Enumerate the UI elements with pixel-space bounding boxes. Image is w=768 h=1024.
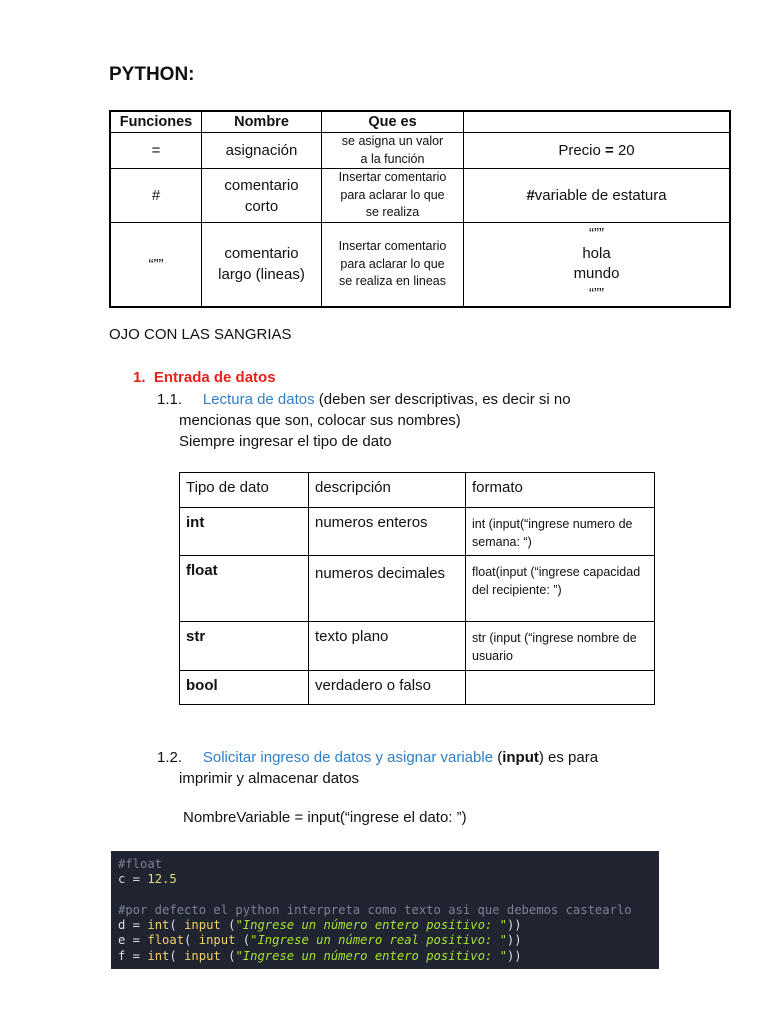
section-title: Entrada de datos — [153, 369, 276, 386]
table-row — [180, 556, 655, 622]
quees-line: se realiza — [365, 205, 420, 220]
nombre-text: largo (lineas) — [218, 266, 305, 284]
func-cell: # — [110, 169, 202, 223]
section-heading — [133, 369, 276, 386]
code-text: ( — [184, 933, 199, 948]
code-string: "Ingrese un número entero positivo: " — [235, 918, 507, 933]
table-header-row — [110, 111, 730, 133]
table-row — [110, 223, 730, 307]
ejemplo-cell — [464, 223, 731, 307]
header-que-es: Que es — [322, 111, 464, 133]
ejemplo-cell — [464, 133, 731, 169]
code-comment: #float — [118, 857, 163, 871]
page-title: PYTHON: — [109, 64, 195, 85]
quees-cell — [322, 169, 464, 223]
ejemplo-line: hola — [582, 245, 611, 263]
ejemplo-line: mundo — [573, 265, 620, 283]
subsection-text: Siempre ingresar el tipo de dato — [179, 433, 392, 450]
code-text: ( — [235, 933, 251, 948]
table-row — [110, 133, 730, 169]
formato-cell: int (input(“ingrese numero de semana: “) — [466, 508, 655, 556]
sangrias-note: OJO CON LAS SANGRIAS — [109, 326, 292, 343]
desc-cell: numeros enteros — [309, 508, 466, 556]
code-function: float — [147, 933, 185, 948]
code-function: int — [147, 918, 170, 933]
subsection-text: mencionas que son, colocar sus nombres) — [179, 412, 461, 429]
quees-cell — [322, 133, 464, 169]
tipo-cell: bool — [180, 671, 309, 705]
quees-line: a la función — [360, 151, 425, 166]
ejemplo-bold: # — [526, 187, 535, 204]
code-block — [111, 851, 659, 969]
subsection-number: 1.2. — [157, 749, 183, 766]
section-number: 1. — [133, 369, 146, 386]
quees-line: Insertar comentario — [338, 170, 447, 185]
code-text: ( — [220, 918, 236, 933]
formato-cell — [466, 671, 655, 705]
quees-line: se realiza en lineas — [338, 274, 446, 288]
nombre-cell — [202, 223, 322, 307]
quees-line: para aclarar lo que — [340, 256, 445, 271]
formato-cell: float(input (“ingrese capacidad del recipiente: ”) — [466, 556, 655, 622]
tipo-cell: int — [180, 508, 309, 556]
ejemplo-text: Precio — [558, 142, 606, 159]
header-tipo: Tipo de dato — [180, 473, 309, 508]
header-descripcion: descripción — [309, 473, 466, 508]
input-keyword: input — [502, 749, 539, 766]
code-text: f = — [118, 948, 148, 963]
nombre-cell — [202, 169, 322, 223]
subsection-1-2 — [157, 747, 677, 789]
ejemplo-line: “”” — [589, 285, 604, 303]
header-formato: formato — [466, 473, 655, 508]
nombre-text: corto — [244, 197, 279, 215]
subsection-number: 1.1. — [157, 391, 183, 408]
quees-cell — [322, 223, 464, 307]
table-row — [180, 622, 655, 671]
code-text: )) — [506, 933, 522, 948]
code-function: int — [147, 948, 170, 963]
code-text: ( — [169, 948, 185, 963]
table-header-row — [180, 473, 655, 508]
desc-cell: texto plano — [309, 622, 466, 671]
data-types-table — [179, 472, 655, 705]
subsection-text: ( — [493, 749, 503, 766]
ejemplo-line: “”” — [589, 225, 604, 243]
subsection-text: (deben ser descriptivas, es decir si no — [314, 391, 571, 408]
table-row — [110, 169, 730, 223]
table-row — [180, 508, 655, 556]
functions-table — [109, 110, 731, 308]
code-text: c = — [118, 872, 148, 887]
code-number: 12.5 — [147, 872, 177, 887]
ejemplo-text: 20 — [613, 142, 635, 159]
quees-line: para aclarar lo que — [340, 187, 445, 202]
code-text: )) — [506, 948, 522, 963]
header-funciones: Funciones — [110, 111, 202, 133]
subsection-text: imprimir y almacenar datos — [179, 770, 360, 787]
formato-cell: str (input (“ingrese nombre de usuario — [466, 622, 655, 671]
quees-line: Insertar comentario — [338, 239, 447, 253]
code-function: input — [184, 948, 221, 963]
code-comment: #por defecto el python interpreta como texto asi que debemos castearlo — [118, 902, 632, 917]
func-cell: = — [110, 133, 202, 169]
code-string: "Ingrese un número entero positivo: " — [235, 948, 507, 963]
subsection-title: Lectura de datos — [202, 391, 315, 408]
func-cell: “”” — [110, 223, 202, 307]
code-text: ( — [169, 918, 185, 933]
code-string: "Ingrese un número real positivo: " — [250, 933, 507, 948]
nombre-text: comentario — [224, 245, 299, 263]
subsection-title: Solicitar ingreso de datos y asignar variable — [202, 749, 494, 766]
code-function: input — [184, 918, 221, 933]
table-row — [180, 671, 655, 705]
header-nombre: Nombre — [202, 111, 322, 133]
code-text: d = — [118, 918, 148, 933]
desc-cell: numeros decimales — [309, 556, 466, 622]
nombre-text: comentario — [224, 176, 299, 194]
subsection-text: ) es para — [538, 749, 599, 766]
nombre-text: asignación — [225, 142, 298, 159]
code-text: )) — [506, 918, 522, 933]
ejemplo-cell — [464, 169, 731, 223]
subsection-1-1 — [157, 389, 677, 452]
ejemplo-text: variable de estatura — [534, 187, 667, 204]
desc-cell: verdadero o falso — [309, 671, 466, 705]
header-ejemplo — [464, 111, 731, 133]
tipo-cell: float — [180, 556, 309, 622]
syntax-example: NombreVariable = input(“ingrese el dato: ”) — [183, 809, 467, 826]
nombre-cell — [202, 133, 322, 169]
code-function: input — [198, 933, 236, 948]
code-text: ( — [220, 948, 236, 963]
quees-line: se asigna un valor — [341, 134, 444, 148]
tipo-cell: str — [180, 622, 309, 671]
ejemplo-bold: = — [605, 142, 614, 159]
code-text: e = — [118, 933, 148, 948]
